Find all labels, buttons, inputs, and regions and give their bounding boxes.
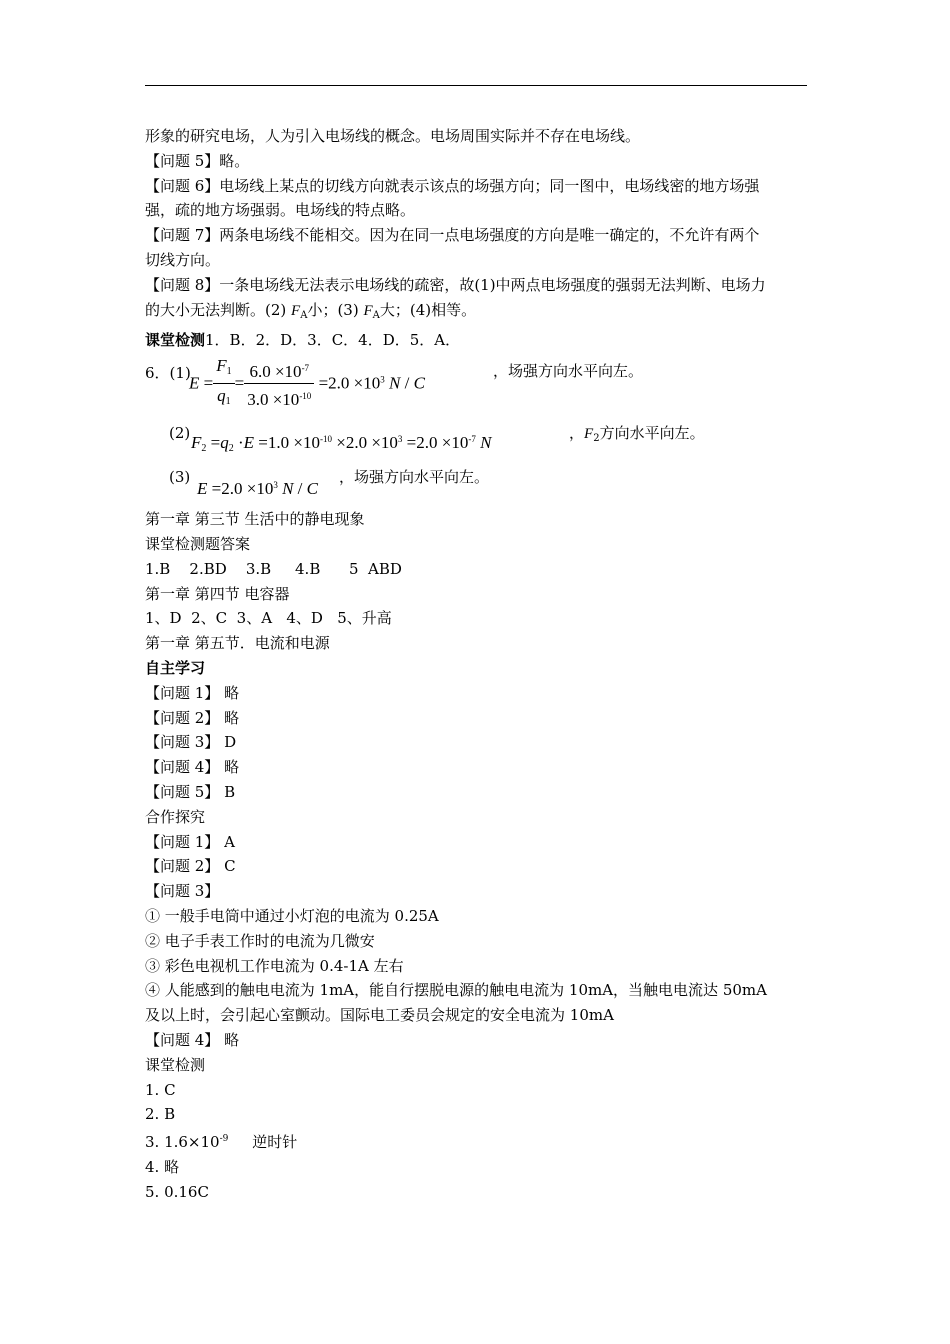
answer-line: ① 一般手电筒中通过小灯泡的电流为 0.25A	[145, 906, 439, 925]
answer-line: 第一章 第五节．电流和电源	[145, 634, 330, 653]
answer-line: 第一章 第三节 生活中的静电现象	[145, 510, 365, 529]
class-check-line	[145, 328, 807, 353]
header-rule	[145, 85, 807, 86]
answer-line: 【问题 4】 略	[145, 1030, 240, 1049]
answer-line: 1、D 2、C 3、A 4、D 5、升高	[145, 609, 392, 628]
equation-1: 6．(1) E = $\frac{F_1}{q_1}$ = $\frac{6.0 \times 10^{-7}}{3.0 \times 10^{-10}}$ $=2.0 \times 10^3$ N / C ，场强方向水平向左。	[145, 356, 644, 410]
q6-line-2: 强，疏的地方场强弱。电场线的特点略。	[145, 201, 416, 220]
answer-lines	[145, 507, 807, 1127]
answer-line: 课堂检测	[145, 1055, 206, 1074]
q8-line-1: 【问题 8】一条电场线无法表示电场线的疏密，故(1)中两点电场强度的强弱无法判断、电场力	[145, 275, 766, 294]
answer-line: 1.B 2.BD 3.B 4.B 5 ABD	[145, 559, 402, 578]
answer-line: 2. B	[145, 1105, 176, 1124]
answer-line: 1. C	[145, 1080, 176, 1099]
equation-3: (3) $E =2.0 \times 10^3$ N / C ，场强方向水平向左。	[169, 468, 490, 499]
q7-line-2: 切线方向。	[145, 250, 221, 269]
answer-line: 【问题 2】 略	[145, 708, 240, 727]
q5-answer-line: 5. 0.16C	[145, 1182, 209, 1201]
answer-line: ② 电子手表工作时的电流为几微安	[145, 931, 375, 950]
q7-line-1: 【问题 7】两条电场线不能相交。因为在同一点电场强度的方向是唯一确定的，不允许有两个	[145, 226, 760, 245]
answer-line: 【问题 3】 D	[145, 733, 237, 752]
document-body	[145, 124, 807, 1204]
answer-line: 课堂检测题答案	[145, 534, 251, 553]
answer-line: 【问题 4】 略	[145, 758, 240, 777]
answer-line: ③ 彩色电视机工作电流为 0.4-1A 左右	[145, 956, 404, 975]
answer-line: 及以上时，会引起心室颤动。国际电工委员会规定的安全电流为 10mA	[145, 1006, 614, 1025]
equation-2: (2) $F_2 =q_2 \cdot E =1.0 \times 10^{-10} \times 2.0 \times 10^3 =2.0 \times 10^{-7}$ N ，$F_2$方向水平向左。	[169, 424, 705, 455]
q3-answer-line: 3. $1.6\times 10^{-9}$ 逆时针	[145, 1133, 298, 1152]
q8-line-2: 的大小无法判断。(2) $F_A$小；(3) $F_A$大；(4)相等。	[145, 300, 477, 321]
answer-line: ④ 人能感到的触电电流为 1mA，能自行摆脱电源的触电电流为 10mA，当触电电流达 50mA	[145, 981, 767, 1000]
answer-line: 【问题 5】 B	[145, 782, 236, 801]
intro-line: 形象的研究电场，人为引入电场线的概念。电场周围实际并不存在电场线。	[145, 127, 641, 145]
q4-answer-line: 4. 略	[145, 1157, 180, 1176]
q5-line: 【问题 5】略。	[145, 151, 250, 170]
answer-line: 【问题 3】	[145, 882, 220, 901]
answer-line: 第一章 第四节 电容器	[145, 584, 290, 603]
answer-line: 【问题 2】 C	[145, 857, 236, 876]
answer-line: 自主学习	[145, 658, 206, 677]
answer-line: 【问题 1】 A	[145, 832, 235, 851]
answer-line: 【问题 1】 略	[145, 683, 240, 702]
class-check-label: 课堂检测	[145, 331, 206, 350]
class-check-answers: 1．B．2．D．3．C．4．D．5．A．	[205, 331, 461, 350]
answer-line: 合作探究	[145, 807, 206, 826]
q6-line-1: 【问题 6】电场线上某点的切线方向就表示该点的场强方向；同一图中，电场线密的地方场强	[145, 176, 760, 195]
